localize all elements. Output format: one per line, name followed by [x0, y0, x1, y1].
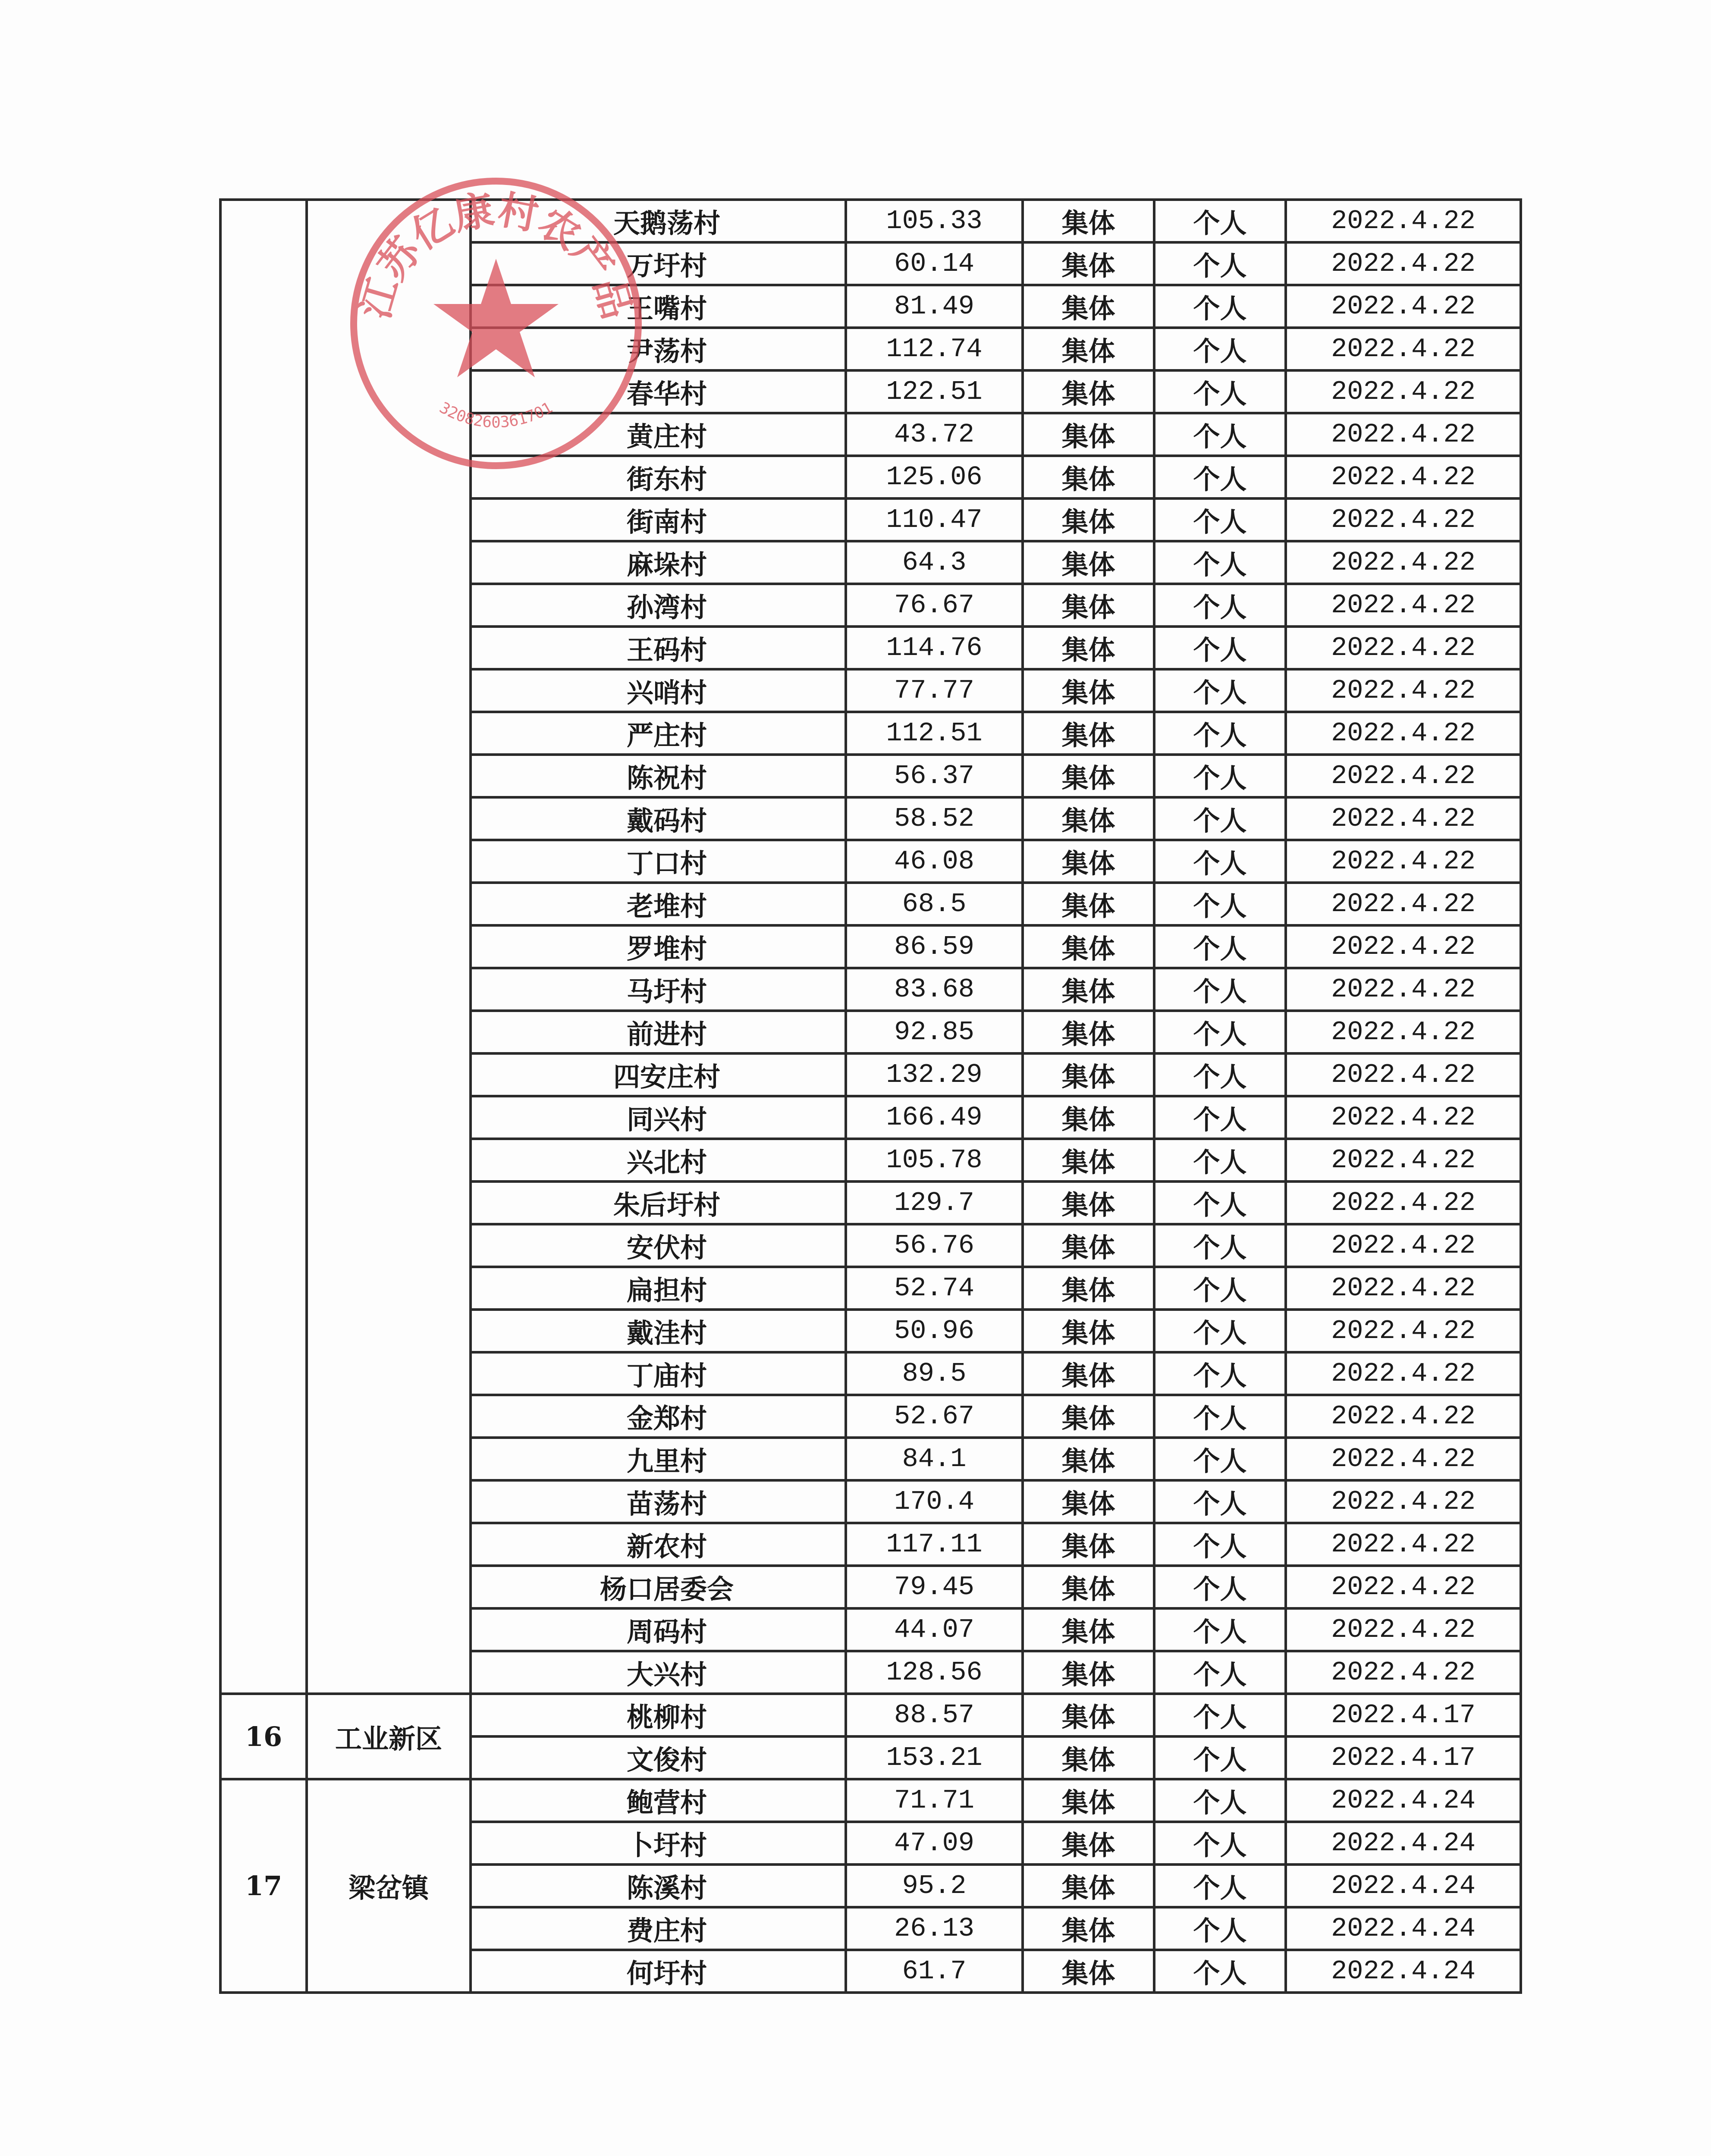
village-cell: 何圩村	[471, 1950, 846, 1993]
nature-cell: 集体	[1023, 370, 1154, 413]
holder-cell: 个人	[1154, 1480, 1286, 1523]
date-cell: 2022.4.22	[1286, 1395, 1521, 1438]
village-cell: 陈溪村	[471, 1865, 846, 1907]
holder-cell: 个人	[1154, 1566, 1286, 1608]
date-cell: 2022.4.22	[1286, 1096, 1521, 1139]
area-cell: 56.76	[846, 1224, 1023, 1267]
area-cell: 129.7	[846, 1181, 1023, 1224]
area-cell: 83.68	[846, 968, 1023, 1011]
date-cell: 2022.4.22	[1286, 584, 1521, 627]
area-cell: 122.51	[846, 370, 1023, 413]
nature-cell: 集体	[1023, 1950, 1154, 1993]
village-cell: 前进村	[471, 1011, 846, 1053]
village-cell: 桃柳村	[471, 1694, 846, 1736]
nature-cell: 集体	[1023, 712, 1154, 755]
nature-cell: 集体	[1023, 1608, 1154, 1651]
village-cell: 新农村	[471, 1523, 846, 1566]
holder-cell: 个人	[1154, 1352, 1286, 1395]
date-cell: 2022.4.22	[1286, 968, 1521, 1011]
area-cell: 86.59	[846, 925, 1023, 968]
date-cell: 2022.4.22	[1286, 1181, 1521, 1224]
nature-cell: 集体	[1023, 1181, 1154, 1224]
date-cell: 2022.4.22	[1286, 1566, 1521, 1608]
area-cell: 95.2	[846, 1865, 1023, 1907]
date-cell: 2022.4.22	[1286, 328, 1521, 370]
holder-cell: 个人	[1154, 541, 1286, 584]
nature-cell: 集体	[1023, 1139, 1154, 1181]
village-cell: 费庄村	[471, 1907, 846, 1950]
date-cell: 2022.4.24	[1286, 1950, 1521, 1993]
group-town-cell: 工业新区	[307, 1694, 471, 1779]
nature-cell: 集体	[1023, 883, 1154, 925]
village-cell: 尹荡村	[471, 328, 846, 370]
date-cell: 2022.4.22	[1286, 1480, 1521, 1523]
date-cell: 2022.4.22	[1286, 413, 1521, 456]
date-cell: 2022.4.22	[1286, 456, 1521, 498]
holder-cell: 个人	[1154, 1139, 1286, 1181]
village-cell: 大兴村	[471, 1651, 846, 1694]
holder-cell: 个人	[1154, 1011, 1286, 1053]
holder-cell: 个人	[1154, 285, 1286, 328]
nature-cell: 集体	[1023, 413, 1154, 456]
holder-cell: 个人	[1154, 883, 1286, 925]
area-cell: 112.74	[846, 328, 1023, 370]
village-cell: 四安庄村	[471, 1053, 846, 1096]
date-cell: 2022.4.22	[1286, 712, 1521, 755]
village-cell: 马圩村	[471, 968, 846, 1011]
nature-cell: 集体	[1023, 1224, 1154, 1267]
date-cell: 2022.4.22	[1286, 498, 1521, 541]
holder-cell: 个人	[1154, 328, 1286, 370]
holder-cell: 个人	[1154, 498, 1286, 541]
nature-cell: 集体	[1023, 1395, 1154, 1438]
area-cell: 105.33	[846, 200, 1023, 242]
village-cell: 春华村	[471, 370, 846, 413]
village-cell: 罗堆村	[471, 925, 846, 968]
area-cell: 110.47	[846, 498, 1023, 541]
date-cell: 2022.4.22	[1286, 1352, 1521, 1395]
date-cell: 2022.4.22	[1286, 1438, 1521, 1480]
date-cell: 2022.4.22	[1286, 925, 1521, 968]
date-cell: 2022.4.22	[1286, 755, 1521, 797]
nature-cell: 集体	[1023, 1566, 1154, 1608]
area-cell: 117.11	[846, 1523, 1023, 1566]
holder-cell: 个人	[1154, 1310, 1286, 1352]
holder-cell: 个人	[1154, 584, 1286, 627]
nature-cell: 集体	[1023, 498, 1154, 541]
holder-cell: 个人	[1154, 925, 1286, 968]
seal-text: 江苏亿康村农产品	[351, 186, 641, 324]
holder-cell: 个人	[1154, 200, 1286, 242]
group-town-cell	[307, 200, 471, 1694]
date-cell: 2022.4.22	[1286, 1139, 1521, 1181]
table-row	[220, 200, 1521, 242]
holder-cell: 个人	[1154, 1608, 1286, 1651]
nature-cell: 集体	[1023, 242, 1154, 285]
area-cell: 114.76	[846, 627, 1023, 669]
village-cell: 王码村	[471, 627, 846, 669]
table-body	[220, 200, 1521, 1993]
nature-cell: 集体	[1023, 755, 1154, 797]
nature-cell: 集体	[1023, 1438, 1154, 1480]
group-seq-cell: 17	[220, 1779, 307, 1993]
village-cell: 鲍营村	[471, 1779, 846, 1822]
group-seq-cell: 16	[220, 1694, 307, 1779]
area-cell: 125.06	[846, 456, 1023, 498]
date-cell: 2022.4.22	[1286, 627, 1521, 669]
area-cell: 44.07	[846, 1608, 1023, 1651]
date-cell: 2022.4.22	[1286, 840, 1521, 883]
date-cell: 2022.4.24	[1286, 1907, 1521, 1950]
holder-cell: 个人	[1154, 797, 1286, 840]
holder-cell: 个人	[1154, 1736, 1286, 1779]
village-cell: 卜圩村	[471, 1822, 846, 1865]
nature-cell: 集体	[1023, 1096, 1154, 1139]
area-cell: 166.49	[846, 1096, 1023, 1139]
holder-cell: 个人	[1154, 1267, 1286, 1310]
nature-cell: 集体	[1023, 1523, 1154, 1566]
nature-cell: 集体	[1023, 1310, 1154, 1352]
date-cell: 2022.4.22	[1286, 1523, 1521, 1566]
nature-cell: 集体	[1023, 627, 1154, 669]
holder-cell: 个人	[1154, 1865, 1286, 1907]
area-cell: 26.13	[846, 1907, 1023, 1950]
holder-cell: 个人	[1154, 1438, 1286, 1480]
date-cell: 2022.4.22	[1286, 1608, 1521, 1651]
village-cell: 丁庙村	[471, 1352, 846, 1395]
nature-cell: 集体	[1023, 285, 1154, 328]
area-cell: 153.21	[846, 1736, 1023, 1779]
date-cell: 2022.4.24	[1286, 1779, 1521, 1822]
nature-cell: 集体	[1023, 925, 1154, 968]
date-cell: 2022.4.22	[1286, 200, 1521, 242]
village-cell: 扁担村	[471, 1267, 846, 1310]
nature-cell: 集体	[1023, 328, 1154, 370]
holder-cell: 个人	[1154, 1395, 1286, 1438]
holder-cell: 个人	[1154, 1181, 1286, 1224]
village-cell: 朱后圩村	[471, 1181, 846, 1224]
area-cell: 43.72	[846, 413, 1023, 456]
village-cell: 王嘴村	[471, 285, 846, 328]
nature-cell: 集体	[1023, 1011, 1154, 1053]
table-row	[220, 1694, 1521, 1736]
date-cell: 2022.4.22	[1286, 541, 1521, 584]
village-cell: 兴北村	[471, 1139, 846, 1181]
date-cell: 2022.4.17	[1286, 1694, 1521, 1736]
holder-cell: 个人	[1154, 1822, 1286, 1865]
village-cell: 杨口居委会	[471, 1566, 846, 1608]
village-cell: 陈祝村	[471, 755, 846, 797]
village-cell: 麻垛村	[471, 541, 846, 584]
nature-cell: 集体	[1023, 1352, 1154, 1395]
holder-cell: 个人	[1154, 1694, 1286, 1736]
holder-cell: 个人	[1154, 1907, 1286, 1950]
holder-cell: 个人	[1154, 1651, 1286, 1694]
nature-cell: 集体	[1023, 1736, 1154, 1779]
date-cell: 2022.4.17	[1286, 1736, 1521, 1779]
village-cell: 安伏村	[471, 1224, 846, 1267]
area-cell: 68.5	[846, 883, 1023, 925]
date-cell: 2022.4.22	[1286, 1053, 1521, 1096]
village-cell: 戴码村	[471, 797, 846, 840]
area-cell: 47.09	[846, 1822, 1023, 1865]
land-contract-table	[219, 198, 1522, 1994]
village-cell: 黄庄村	[471, 413, 846, 456]
holder-cell: 个人	[1154, 840, 1286, 883]
nature-cell: 集体	[1023, 1822, 1154, 1865]
area-cell: 61.7	[846, 1950, 1023, 1993]
nature-cell: 集体	[1023, 1267, 1154, 1310]
holder-cell: 个人	[1154, 1779, 1286, 1822]
village-cell: 万圩村	[471, 242, 846, 285]
area-cell: 79.45	[846, 1566, 1023, 1608]
date-cell: 2022.4.22	[1286, 1310, 1521, 1352]
village-cell: 九里村	[471, 1438, 846, 1480]
holder-cell: 个人	[1154, 712, 1286, 755]
holder-cell: 个人	[1154, 1950, 1286, 1993]
date-cell: 2022.4.22	[1286, 242, 1521, 285]
date-cell: 2022.4.22	[1286, 669, 1521, 712]
date-cell: 2022.4.22	[1286, 1224, 1521, 1267]
holder-cell: 个人	[1154, 755, 1286, 797]
holder-cell: 个人	[1154, 669, 1286, 712]
village-cell: 街南村	[471, 498, 846, 541]
holder-cell: 个人	[1154, 1096, 1286, 1139]
date-cell: 2022.4.22	[1286, 797, 1521, 840]
village-cell: 苗荡村	[471, 1480, 846, 1523]
area-cell: 60.14	[846, 242, 1023, 285]
area-cell: 105.78	[846, 1139, 1023, 1181]
area-cell: 71.71	[846, 1779, 1023, 1822]
nature-cell: 集体	[1023, 1651, 1154, 1694]
date-cell: 2022.4.22	[1286, 285, 1521, 328]
village-cell: 同兴村	[471, 1096, 846, 1139]
area-cell: 89.5	[846, 1352, 1023, 1395]
area-cell: 128.56	[846, 1651, 1023, 1694]
seal-code: 3208260361701	[436, 398, 556, 432]
holder-cell: 个人	[1154, 1523, 1286, 1566]
area-cell: 132.29	[846, 1053, 1023, 1096]
nature-cell: 集体	[1023, 1480, 1154, 1523]
area-cell: 50.96	[846, 1310, 1023, 1352]
date-cell: 2022.4.24	[1286, 1822, 1521, 1865]
nature-cell: 集体	[1023, 1053, 1154, 1096]
village-cell: 孙湾村	[471, 584, 846, 627]
nature-cell: 集体	[1023, 200, 1154, 242]
holder-cell: 个人	[1154, 370, 1286, 413]
holder-cell: 个人	[1154, 413, 1286, 456]
area-cell: 112.51	[846, 712, 1023, 755]
nature-cell: 集体	[1023, 541, 1154, 584]
holder-cell: 个人	[1154, 968, 1286, 1011]
holder-cell: 个人	[1154, 242, 1286, 285]
holder-cell: 个人	[1154, 627, 1286, 669]
group-seq-cell	[220, 200, 307, 1694]
area-cell: 52.67	[846, 1395, 1023, 1438]
village-cell: 周码村	[471, 1608, 846, 1651]
area-cell: 58.52	[846, 797, 1023, 840]
village-cell: 丁口村	[471, 840, 846, 883]
date-cell: 2022.4.22	[1286, 1651, 1521, 1694]
area-cell: 88.57	[846, 1694, 1023, 1736]
table-row	[220, 1779, 1521, 1822]
nature-cell: 集体	[1023, 968, 1154, 1011]
date-cell: 2022.4.22	[1286, 370, 1521, 413]
area-cell: 64.3	[846, 541, 1023, 584]
date-cell: 2022.4.24	[1286, 1865, 1521, 1907]
area-cell: 77.77	[846, 669, 1023, 712]
date-cell: 2022.4.22	[1286, 1267, 1521, 1310]
nature-cell: 集体	[1023, 456, 1154, 498]
village-cell: 文俊村	[471, 1736, 846, 1779]
nature-cell: 集体	[1023, 584, 1154, 627]
date-cell: 2022.4.22	[1286, 1011, 1521, 1053]
nature-cell: 集体	[1023, 1865, 1154, 1907]
village-cell: 街东村	[471, 456, 846, 498]
nature-cell: 集体	[1023, 669, 1154, 712]
village-cell: 戴洼村	[471, 1310, 846, 1352]
nature-cell: 集体	[1023, 797, 1154, 840]
area-cell: 84.1	[846, 1438, 1023, 1480]
area-cell: 52.74	[846, 1267, 1023, 1310]
holder-cell: 个人	[1154, 456, 1286, 498]
group-town-cell: 梁岔镇	[307, 1779, 471, 1993]
holder-cell: 个人	[1154, 1224, 1286, 1267]
village-cell: 老堆村	[471, 883, 846, 925]
area-cell: 81.49	[846, 285, 1023, 328]
holder-cell: 个人	[1154, 1053, 1286, 1096]
village-cell: 严庄村	[471, 712, 846, 755]
village-cell: 兴哨村	[471, 669, 846, 712]
area-cell: 46.08	[846, 840, 1023, 883]
village-cell: 天鹅荡村	[471, 200, 846, 242]
area-cell: 56.37	[846, 755, 1023, 797]
nature-cell: 集体	[1023, 1779, 1154, 1822]
nature-cell: 集体	[1023, 1694, 1154, 1736]
date-cell: 2022.4.22	[1286, 883, 1521, 925]
area-cell: 170.4	[846, 1480, 1023, 1523]
nature-cell: 集体	[1023, 840, 1154, 883]
area-cell: 76.67	[846, 584, 1023, 627]
area-cell: 92.85	[846, 1011, 1023, 1053]
nature-cell: 集体	[1023, 1907, 1154, 1950]
village-cell: 金郑村	[471, 1395, 846, 1438]
